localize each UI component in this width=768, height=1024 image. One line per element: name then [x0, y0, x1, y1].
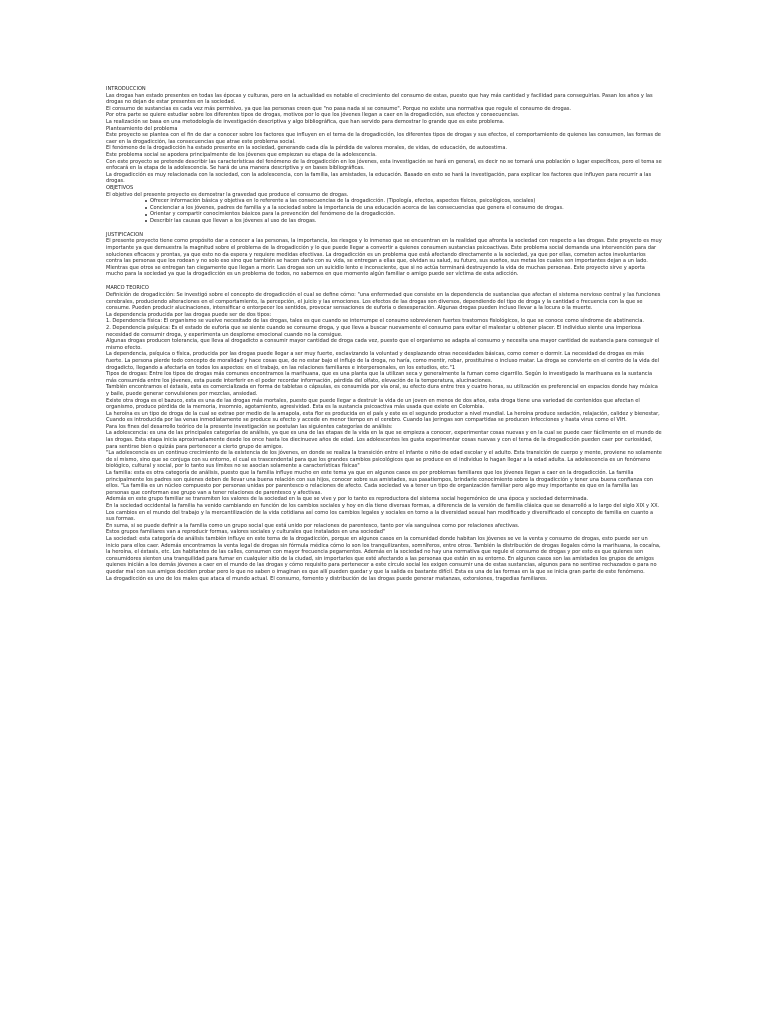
intro-heading: INTRODUCCION	[106, 86, 146, 92]
framework-heading: MARCO TEORICO	[106, 285, 149, 292]
framework-paragraph: Estos grupos familiares van a reproducir formas, valores sociales y culturales que instalados en una sociedad"	[106, 529, 386, 536]
objective-item: Concienciar a los jóvenes, padres de familia y a la sociedad sobre la importancia de una educación acerca de las consecuencias que genera el consumo de drogas.	[150, 205, 662, 212]
objectives-intro: El objetivo del presente proyecto es demostrar la gravedad que produce el consumo de drogas.	[106, 191, 349, 198]
problem-paragraph: Este proyecto se plantea con el fin de dar a conocer sobre los factores que influyen en el tema de la drogadicción, los diferentes tipos de drogas y sus efectos, el comportamiento de quienes las consumen, las formas de caer en la drogadicción, las consecuencias que atrae este problema social.	[106, 132, 661, 145]
framework-paragraph: La dependencia, psíquica o física, producida por las drogas puede llegar a ser muy fuerte, esclavizando la voluntad y desplazando otras necesidades básicas, como comer o dormir. La necesidad de drogas es más fuerte. La persona pierde todo concepto de moralidad y hace cosas que, de no estar bajo el influjo de la droga, no haría, como mentir, robar, prostituirse o incluso matar. La droga se convierte en el centro de la vida del drogadicto, llegando a afectarla en todos los aspectos: en el trabajo, en las relaciones familiares e interpersonales, en los estudios, etc."1	[106, 351, 660, 371]
justification-heading: JUSTIFICACION	[106, 231, 143, 238]
problem-paragraph: El fenómeno de la drogadicción ha estado presente en la sociedad, generando cada día la pérdida de valores morales, de vidas, de educación, de autoestima.	[106, 145, 508, 152]
intro-paragraph: Las drogas han estado presentes en todas las épocas y culturas, pero en la actualidad es notable el crecimiento del consumo de estas, puesto que hay más cantidad y facilidad para conseguirlas. Pasan los años y las drogas no dejan de estar presentes en la sociedad.	[106, 92, 653, 106]
objective-item: Describir las causas que llevan a los jóvenes al uso de las drogas.	[150, 218, 662, 225]
framework-paragraph: 1. Dependencia física: El organismo se vuelve necesitado de las drogas, tales es que cuando se interrumpe el consumo sobrevienen fuertes trastornos fisiológicos, lo que se conoce como síndrome de abstinencia.	[106, 318, 645, 325]
justification-paragraph: El presente proyecto tiene como propósito dar a conocer a las personas, la importancia, los riesgos y lo inmenso que se encuentran en la realidad que afronta la sociedad con respecto a las drogas. Este proyecto es muy importante ya que demuestra la magnitud sobre el problema de la drogadicción y lo que puede llegar a convertir a quienes consumen sustancias psicoactivas. Este problema social demanda una intervención para dar soluciones eficaces y prontas, ya que esto no da espera y requiere medidas efectivas. La drogadicción es un problema que está afectando directamente a la sociedad, ya que por ellas, cometen actos involuntarios contra las personas que los rodean y no solo eso sino que también se hacen daño con su vida, se entregan a ellas que, olvidan su salud, su futuro, sus sueños, sus metas los cuales son importantes dejan a un lado. Mientras que otros se entregan tan ciegamente que llegan a morir. Las drogas son un suicidio lento e inconsciente, que si no actúa terminará destruyendo la vida de muchas personas. Este proyecto sirve y aporta mucho para la sociedad ya que la drogadicción es un problema de todos, no sabemos en que momento algún familiar o amigo puede ser víctima de esta adicción.	[106, 238, 662, 278]
framework-paragraph: Definición de drogadicción: Se investigó sobre el concepto de drogadicción el cual se define cómo: "una enfermedad que consiste en la dependencia de sustancias que afectan el sistema nervioso central y las funciones cerebrales, produciendo alteraciones en el comportamiento, la percepción, el juicio y las emociones. Los efectos de las drogas son diversos, dependiendo del tipo de droga y la cantidad o frecuencia con la que se consume. Pueden producir alucinaciones, intensificar o entorpecer los sentidos, provocar sensaciones de euforia o desesperación. Algunas drogas pueden incluso llevar a la locura o la muerte.	[106, 292, 661, 312]
framework-paragraph: La dependencia producida por las drogas puede ser de dos tipos:	[106, 311, 272, 318]
framework-paragraph: La adolescencia: es una de las principales categorías de análisis, ya que es una de las etapas de la vida en la que se empieza a conocer, experimentar cosas nuevas y en la cual se puede caer fácilmente en el mundo de las drogas. Esta etapa inicia aproximadamente desde los once hasta los diecinueve años de edad. Los adolescentes les gusta experimentar cosas nuevas y con el tema de la drogadicción pueden caer por curiosidad, para sentirse bien o quizás para pertenecer a cierto grupo de amigos.	[106, 430, 662, 450]
intro-paragraph: El consumo de sustancias es cada vez más permisivo, ya que las personas creen que "no pasa nada si se consume". Porque no existe una normativa que regule el consumo de drogas.	[106, 105, 572, 112]
framework-paragraph: En suma, si se puede definir a la familia como un grupo social que está unido por relaciones de parentesco, tanto por vía sanguínea como por relaciones afectivas.	[106, 522, 520, 529]
objectives-heading: OBJETIVOS	[106, 184, 134, 191]
framework-paragraph: Además en este grupo familiar se transmiten los valores de la sociedad en la que se vive y por lo tanto es reproductora del sistema social hegemónico de una época y sociedad determinada.	[106, 496, 589, 503]
section-gap	[106, 278, 662, 285]
objective-item: Orientar y compartir conocimientos básicos para la prevención del fenómeno de la drogadicción.	[150, 211, 662, 218]
framework-paragraph: Para los fines del desarrollo teórico de la presente investigación se postulan las siguientes categorías de análisis:	[106, 423, 393, 430]
intro-paragraph: La realización se basa en una metodología de investigación descriptiva y algo bibliográfica, que han servido para demostrar lo grande que es este problema.	[106, 118, 505, 125]
framework-paragraph: En la sociedad occidental la familia ha venido cambiando en función de los cambios sociales y hoy en día tiene diversas formas, a diferencia de la versión de familia clásica que se desarrolló a lo largo del siglo XIX y XX. Los cambios en el mundo del trabajo y la mercantilización de la vida cotidiana así como los cambios legales y sociales en torno a la diversidad sexual han modificado y diversificado el concepto de familia en cuanto a sus formas.	[106, 503, 660, 523]
intro-paragraph: Por otra parte se quiere estudiar sobre los diferentes tipos de drogas, motivos por lo que los jóvenes llegan a caer en la drogadicción, sus efectos y consecuencias.	[106, 112, 520, 119]
framework-paragraph: 2. Dependencia psíquica: Es el estado de euforia que se siente cuando se consume droga, y que lleva a buscar nuevamente el consumo para evitar el malestar u obtener placer. El individuo siente una imperiosa necesidad de consumir droga, y experimenta un desplome emocional cuando no la consigue.	[106, 324, 641, 338]
framework-paragraph: Algunas drogas producen tolerancia, que lleva al drogadicto a consumir mayor cantidad de droga cada vez, puesto que el organismo se adapta al consumo y necesita una mayor cantidad de sustancia para conseguir el mismo efecto.	[106, 338, 660, 351]
framework-paragraph: La drogadicción es uno de los males que ataca el mundo actual. El consumo, fomento y distribución de las drogas puede generar matanzas, extorsiones, tragedias familiares.	[106, 575, 548, 582]
problem-heading: Planteamiento del problema	[106, 125, 178, 132]
problem-paragraph: La drogadicción es muy relacionada con la sociedad, con la adolescencia, con la familia, las amistades, la educación. Basado en esto se hará la investigación, para explicar los factores que influyen para recurrir a las drogas.	[106, 171, 652, 185]
framework-paragraph: También encontramos el éxtasis, esta es comercializada en forma de tabletas o cápsulas, es consumida por vía oral, su efecto dura entre tres y cuatro horas, su utilización es preferencial en espacios donde hay música y baile, puede generar convulsiones por mezclas, ansiedad.	[106, 384, 658, 397]
framework-paragraph: Tipos de drogas: Entre los tipos de drogas más comunes encontramos la marihuana, que es una planta que la utilizan seca y generalmente la fuman como cigarrillo. Según lo investigado la marihuana es la sustancia más consumida entre los jóvenes, esta puede interferir en el poder recordar información, pérdida del olfato, elevación de la temperatura, alucinaciones.	[106, 371, 653, 384]
framework-paragraph: Existe otra droga es el bazuco, esta es una de las drogas más mortales, puesto que puede llegar a destruir la vida de un joven en menos de dos años, esta droga tiene una variedad de contenidos que afectan el organismo, produce pérdida de la memoria, insomnio, agotamiento, agresividad. Esta es la sustancia psicoactiva más usada que existe en Colombia.	[106, 397, 640, 411]
framework-paragraph: La familia: esta es otra categoría de análisis, puesto que la familia influye mucho en este tema ya que en algunos casos es por problemas familiares que los jóvenes llegan a caer en la drogadicción. La familia principalmente los padres son quienes deben de llevar una buena relación con sus hijos, conocer sobre sus amistades, sus pasatiempos, brindarle conocimiento sobre la drogadicción y tener una buena confianza con ellos. "La familia es un núcleo compuesto por personas unidas por parentesco o relaciones de afecto. Cada sociedad va a tener un tipo de organización familiar pero algo muy importante es que en la familia las personas que conforman ese grupo van a tener relaciones de parentesco y afectivas.	[106, 470, 653, 496]
objective-item: Ofrecer información básica y objetiva en lo referente a las consecuencias de la drogadicción. (Tipología, efectos, aspectos físicos, psicológicos, sociales)	[150, 198, 662, 205]
framework-paragraph: La sociedad: esta categoría de análisis también influye en este tema de la drogadicción, porque en algunos casos en la comunidad donde habitan los jóvenes se ve la venta y consumo de drogas, esto puede ser un inicio para ellos caer. Además encontramos la venta legal de drogas sin fórmula médica cómo lo son los tranquilizantes, somníferos, entre otros. También la distribución de drogas ilegales cómo la marihuana, la cocaína, la heroína, el éxtasis, etc. Los habitantes de las calles, consumen con mayor frecuencia pegamentos. Además en la sociedad no hay una normativa que regule el consumo de drogas y por esto es que quienes son consumidores sienten una tranquilidad para fumar en cualquier sitio de la ciudad, sin importarles que esté afectando a las personas que están en su entorno. En algunos casos son las amistades los grupos de amigos quienes inicián a los demás jóvenes a caer en el mundo de las drogas y cómo requisito para pertenecer a este círculo social les exigen consumir una de estas sustancias, algunos para no sentirse rechazados o para no quedar mal con sus amigos deciden probar pero lo que no saben o imaginan es que allí pueden quedar y que la salida es bastante difícil. Esta es una de las formas en la que se inicia gran parte de este fenómeno.	[106, 535, 661, 575]
problem-paragraph: Este problema social se apodera principalmente de los jóvenes que empiezan su etapa de la adolescencia.	[106, 151, 377, 158]
framework-paragraph: La heroína es un tipo de droga de la cual se extrae por medio de la amapola, esta flor es producida en el país y este es el segundo productor a nivel mundial. La heroína produce sedación, relajación, calidez y bienestar, Cuando es introducida por las venas inmediatamente se produce su efecto y accede en menor tiempo en el cerebro. Cuando las jeringas son compartidas se producen infecciones y hasta virus como el VIH.	[106, 410, 660, 424]
problem-paragraph: Con este proyecto se pretende describir las características del fenómeno de la drogadicción en los jóvenes, esta investigación se hará en general, es decir no se tomará una población o lugar específicos, pero el tema se enfocará en la etapa de la adolescencia. Se hará de una manera descriptiva y en bases bibliográficas.	[106, 158, 662, 172]
section-gap	[106, 224, 662, 231]
framework-paragraph: "La adolescencia es un continuo crecimiento de la existencia de los jóvenes, en donde se realiza la transición entre el infante o niño de edad escolar y el adulto. Esta transición de cuerpo y mente, proviene no solamente de sí mismo, sino que se conjuga con su entorno, el cual es trascendental para que los grandes cambios psicológicos que se produce en el individuo lo hagan llegar a la edad adulta. La adolescencia es un fenómeno biológico, cultural y social, por lo tanto sus límites no se asocian solamente a características físicas"	[106, 450, 662, 470]
